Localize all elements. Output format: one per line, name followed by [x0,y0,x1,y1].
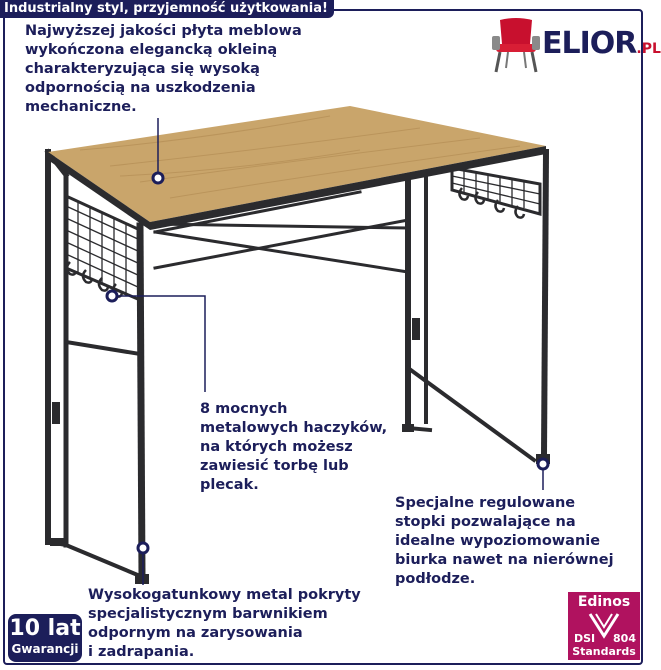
foot-left-rear [50,538,64,546]
edinos-brand: Edinos [577,594,631,610]
edinos-badge [568,592,640,660]
edinos-dsi: DSI [574,632,596,645]
latch-right [412,318,420,340]
foot-left-front [135,574,149,584]
edinos-standards: Standards [572,645,636,658]
logo-suffix: .PL [636,41,661,57]
callout-metal: Wysokogatunkowy metal pokryty specjalistycznym barwnikiem odpornym na zarysowania i zadrapania. [88,587,361,660]
right-mesh-rack [452,168,540,218]
edinos-code: 804 [613,632,636,645]
logo-brand: ELIOR [542,26,637,61]
header-title: Industrialny styl, przyjemność użytkowania! [0,0,334,18]
warranty-label: Gwarancji [11,642,79,656]
warranty-years: 10 lat [9,616,81,641]
desk-tabletop [48,106,546,230]
warranty-badge [8,614,82,662]
callout-feet: Specjalne regulowane stopki pozwalające na idealne wypoziomowanie biurka nawet na nierównej podłodze. [395,495,614,587]
latch-left [52,402,60,424]
callout-hooks: 8 mocnych metalowych haczyków, na których możesz zawiesić torbę lub plecak. [200,401,388,493]
callout-tabletop: Najwyższej jakości płyta meblowa wykończona elegancką okleiną charakteryzująca się wysoką odpornością na uszkodzenia mechaniczne. [25,23,302,115]
